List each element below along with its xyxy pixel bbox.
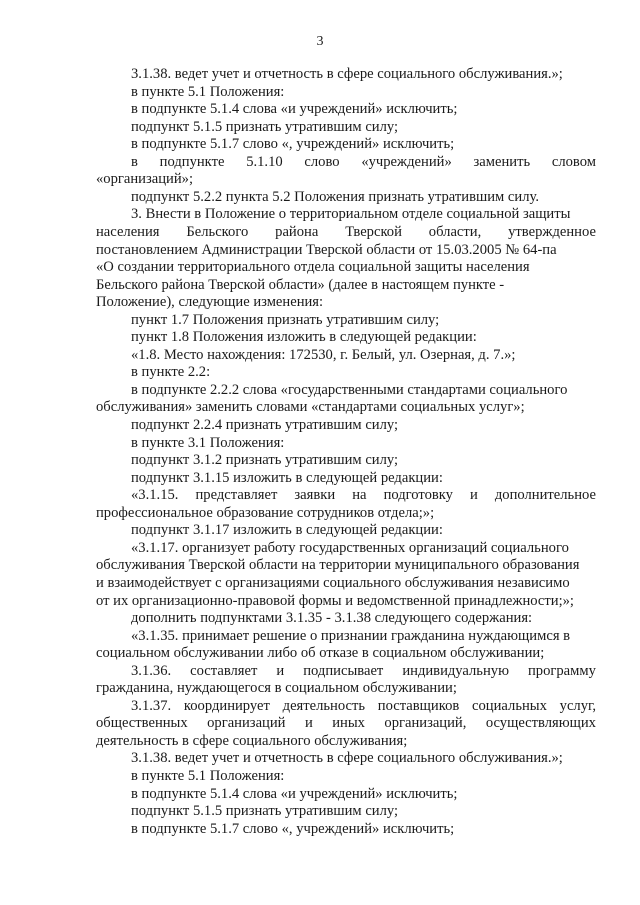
- text-line: постановлением Администрации Тверской области от 15.03.2005 № 64-па: [96, 241, 557, 258]
- text-line: Бельского района Тверской области» (далее в настоящем пункте -: [96, 276, 505, 293]
- text-line: в подпункте 5.1.10 слово «учреждений» заменить словом: [131, 153, 596, 170]
- text-line: в пункте 2.2:: [131, 364, 211, 381]
- text-line: «3.1.15. представляет заявки на подготовку и дополнительное: [131, 487, 596, 504]
- text-line: в пункте 5.1 Положения:: [131, 768, 285, 784]
- text-line: в подпункте 5.1.4 слова «и учреждений» исключить;: [131, 101, 458, 118]
- text-line: «3.1.17. организует работу государственных организаций социального: [131, 539, 569, 556]
- text-line: пункт 1.7 Положения признать утратившим силу;: [131, 311, 440, 328]
- text-line: подпункт 3.1.2 признать утратившим силу;: [131, 452, 399, 469]
- text-line: в подпункте 5.1.7 слово «, учреждений» исключить;: [131, 820, 455, 837]
- text-line: «О создании территориального отдела социальной защиты населения: [96, 259, 530, 276]
- text-line: подпункт 5.1.5 признать утратившим силу;: [131, 118, 399, 135]
- text-line: деятельность в сфере социального обслуживания;: [96, 732, 408, 749]
- text-line: 3.1.38. ведет учет и отчетность в сфере социального обслуживания.»;: [131, 750, 563, 767]
- text-line: обслуживания» заменить словами «стандартами социальных услуг»;: [96, 399, 525, 416]
- text-line: в подпункте 5.1.7 слово «, учреждений» исключить;: [131, 136, 455, 153]
- text-line: профессиональное образование сотрудников отдела;»;: [96, 504, 435, 521]
- text-line: Положение), следующие изменения:: [96, 294, 324, 311]
- text-line: 3.1.36. составляет и подписывает индивидуальную программу: [131, 662, 596, 679]
- text-line: 3.1.38. ведет учет и отчетность в сфере социального обслуживания.»;: [131, 66, 563, 82]
- text-line: подпункт 5.2.2 пункта 5.2 Положения признать утратившим силу.: [131, 188, 539, 205]
- text-line: в пункте 3.1 Положения:: [131, 434, 285, 451]
- text-line: в пункте 5.1 Положения:: [131, 83, 285, 100]
- page-number: 3: [316, 34, 324, 49]
- text-line: подпункт 2.2.4 признать утратившим силу;: [131, 417, 399, 433]
- text-line: дополнить подпунктами 3.1.35 - 3.1.38 следующего содержания:: [131, 610, 533, 627]
- text-line: «3.1.35. принимает решение о признании гражданина нуждающимся в: [131, 627, 571, 644]
- text-line: подпункт 5.1.5 признать утратившим силу;: [131, 803, 399, 820]
- text-line: общественных организаций и иных организаций, осуществляющих: [96, 715, 596, 732]
- text-line: «1.8. Место нахождения: 172530, г. Белый, ул. Озерная, д. 7.»;: [131, 346, 516, 363]
- text-line: социальном обслуживании либо об отказе в социальном обслуживании;: [96, 645, 545, 662]
- text-line: подпункт 3.1.17 изложить в следующей редакции:: [131, 522, 443, 539]
- text-line: гражданина, нуждающегося в социальном обслуживании;: [96, 680, 457, 697]
- text-line: «организаций»;: [96, 171, 193, 188]
- text-line: от их организационно-правовой формы и ведомственной принадлежности;»;: [96, 592, 574, 609]
- text-line: населения Бельского района Тверской области, утвержденное: [96, 223, 596, 240]
- text-line: в подпункте 5.1.4 слова «и учреждений» исключить;: [131, 785, 458, 802]
- text-line: и взаимодействует с организациями социального обслуживания независимо: [96, 574, 570, 591]
- text-line: 3. Внести в Положение о территориальном отделе социальной защиты: [131, 206, 571, 223]
- text-line: подпункт 3.1.15 изложить в следующей редакции:: [131, 469, 443, 486]
- text-line: пункт 1.8 Положения изложить в следующей редакции:: [131, 329, 477, 346]
- text-line: обслуживания Тверской области на территории муниципального образования: [96, 557, 580, 574]
- text-line: 3.1.37. координирует деятельность поставщиков социальных услуг,: [131, 697, 596, 714]
- text-line: в подпункте 2.2.2 слова «государственными стандартами социального: [131, 381, 568, 398]
